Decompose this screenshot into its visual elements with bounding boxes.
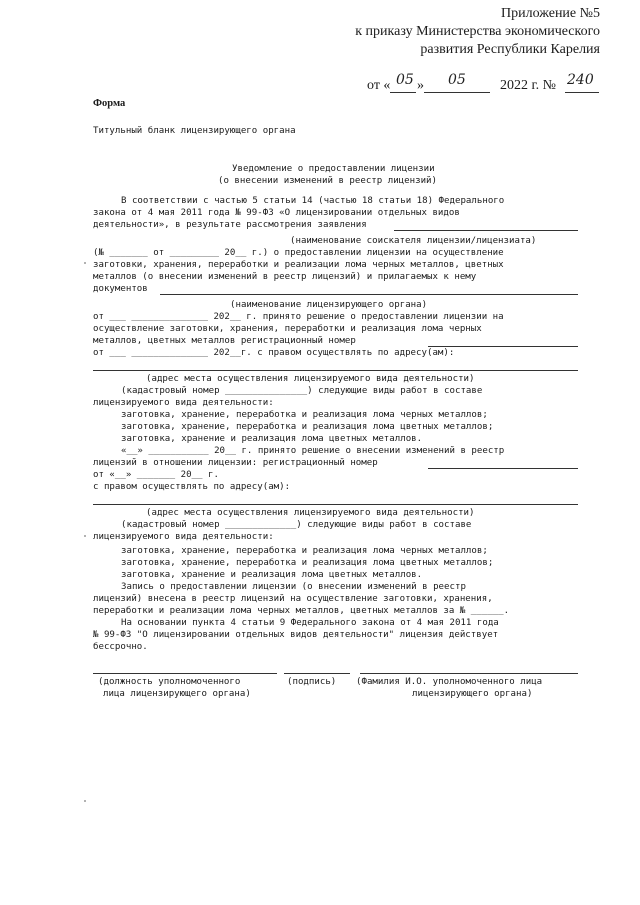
body-line: заготовки, хранения, переработки и реализации лома черных металлов, цветных [93,260,504,270]
body-line: (кадастровый номер _____________) следующие виды работ в составе [121,520,472,530]
applicant-name-blank [394,230,578,231]
name-caption-2: лицензирующего органа) [412,689,533,699]
field-caption: (адрес места осуществления лицензируемого вида деятельности) [146,508,475,518]
signature-caption: (подпись) [287,677,337,687]
address-blank [93,370,578,371]
scan-speck [84,262,86,264]
body-line: заготовка, хранение и реализация лома цветных металлов. [121,570,423,580]
body-line: от «__» _______ 20__ г. [93,470,219,480]
body-line: заготовка, хранение, переработка и реализация лома черных металлов; [121,546,488,556]
body-line: Запись о предоставлении лицензии (о внесении изменений в реестр [121,582,466,592]
body-line: от ___ ______________ 202__ г. принято решение о предоставлении лицензии на [93,312,504,322]
field-caption: (наименование лицензирующего органа) [230,300,428,310]
field-caption: (адрес места осуществления лицензируемого вида деятельности) [146,374,475,384]
body-line: заготовка, хранение, переработка и реализация лома цветных металлов; [121,558,494,568]
body-line: заготовка, хранение и реализация лома цветных металлов. [121,434,423,444]
scan-speck [84,535,86,537]
position-caption: (должность уполномоченного [98,677,241,687]
body-line: бессрочно. [93,642,148,652]
form-label: Форма [93,98,126,109]
body-line: лицензий в отношении лицензии: регистрационный номер [93,458,378,468]
notice-subtitle: (о внесении изменений в реестр лицензий) [218,176,437,186]
signature-line [284,673,350,674]
title-blank-label: Титульный бланк лицензирующего органа [93,126,296,136]
notice-title: Уведомление о предоставлении лицензии [232,164,435,174]
body-line: документов [93,284,148,294]
body-line: деятельности», в результате рассмотрения заявления [93,220,367,230]
registration-number-blank-2 [428,468,578,469]
body-line: металлов, цветных металлов регистрационный номер [93,336,356,346]
body-line: переработки и реализации лома черных металлов, цветных металлов за № ______. [93,606,510,616]
ministry-name: развития Республики Карелия [420,42,600,57]
body-line: № 99-ФЗ "О лицензировании отдельных видов деятельности" лицензия действует [93,630,499,640]
licensing-authority-blank [160,294,578,295]
body-line: с правом осуществлять по адресу(ам): [93,482,291,492]
month-underline [424,92,490,93]
registration-number-blank [428,346,578,347]
body-line: (кадастровый номер _______________) следующие виды работ в составе [121,386,483,396]
order-number-handwritten: 240 [567,72,594,88]
date-mid: » [417,78,424,93]
position-caption-2: лица лицензирующего органа) [103,689,251,699]
number-underline [565,92,599,93]
position-signature-line [93,673,277,674]
body-line: заготовка, хранение, переработка и реализация лома цветных металлов; [121,422,494,432]
field-caption: (наименование соискателя лицензии/лицензиата) [290,236,537,246]
name-caption: (Фамилия И.О. уполномоченного лица [356,677,543,687]
body-line: лицензируемого вида деятельности: [93,532,274,542]
date-prefix: от « [367,78,391,93]
body-line: «__» ___________ 20__ г. принято решение о внесении изменений в реестр [121,446,505,456]
body-line: закона от 4 мая 2011 года № 99-ФЗ «О лицензировании отдельных видов [93,208,460,218]
body-line: осуществление заготовки, хранения, переработки и реализация лома черных [93,324,482,334]
address-blank-2 [93,504,578,505]
annex-title: Приложение №5 [501,6,600,21]
body-line: лицензируемого вида деятельности: [93,398,274,408]
name-signature-line [360,673,578,674]
order-reference: к приказу Министерства экономического [355,24,600,39]
scan-speck [84,800,86,802]
body-line: заготовка, хранение, переработка и реализация лома черных металлов; [121,410,488,420]
body-line: металлов (о внесении изменений в реестр лицензий) и прилагаемых к нему [93,272,477,282]
date-month-handwritten: 05 [448,72,466,88]
date-year: 2022 г. № [500,78,557,93]
body-line: На основании пункта 4 статьи 9 Федерального закона от 4 мая 2011 года [121,618,499,628]
body-line: лицензий) внесена в реестр лицензий на осуществление заготовки, хранения, [93,594,493,604]
body-line: В соответствии с частью 5 статьи 14 (частью 18 статьи 18) Федерального [121,196,505,206]
date-day-handwritten: 05 [396,72,414,88]
day-underline [390,92,416,93]
body-line: от ___ ______________ 202__г. с правом осуществлять по адресу(ам): [93,348,455,358]
body-line: (№ _______ от _________ 20__ г.) о предоставлении лицензии на осуществление [93,248,504,258]
